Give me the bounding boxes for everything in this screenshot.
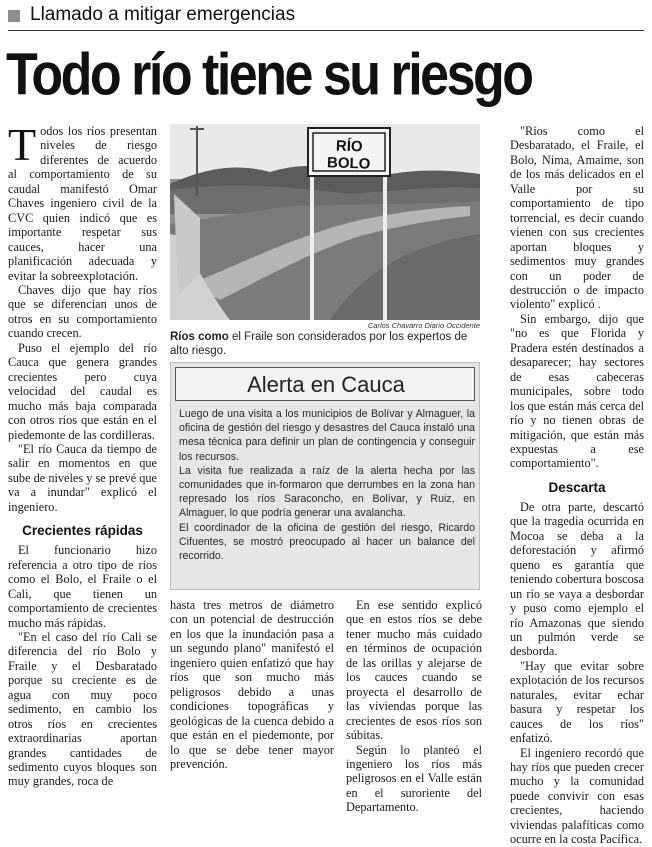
paragraph: "Hay que evitar sobre explotación de los recursos naturales, evitar echar basura y respetar los cauces de los ríos" enfatizó. — [510, 658, 644, 746]
paragraph: En ese sentido explicó que en estos ríos se debe tener mucho más cuidado en términos de ocupación de las orillas y alejarse de los cauces cuando se proyecta el desarrollo de las viviendas porque las crecientes de esos ríos son súbitas. — [346, 598, 482, 743]
lead-text: odos los ríos presentan niveles de riesgo diferentes de acuerdo al comportamiento de su caudal manifestó Omar Chaves ingeniero civil de la CVC quien indicó que es importante respetar sus cauces, hacer una planificación adecuada y evitar la sobreexplotación. — [8, 124, 157, 283]
river-photo — [170, 124, 480, 320]
column-4 — [510, 124, 644, 847]
paragraph: El funcionario hizo referencia a otro tipo de ríos como el Bolo, el Fraile o el Cali, que tienen un comportamiento de crecientes mucho más rápidas. — [8, 543, 157, 630]
kicker-text: Llamado a mitigar emergencias — [30, 4, 296, 25]
paragraph: Puso el ejemplo del río Cauca que genera grandes crecientes pero cuya velocidad del caudal es mucho más baja comparada con otros ríos que están en el piedemonte de las cordilleras. — [8, 340, 157, 442]
paragraph: "En el caso del río Cali se diferencia del río Bolo y Fraile y el Desbaratado porque su creciente es de agua con muy poco sedimento, en cambio los otros ríos en crecientes extraordinarias aportan grandes cantidades de sedimento cuyos bloques son muy grandes, roca de — [8, 629, 157, 789]
lead-paragraph — [8, 119, 157, 283]
column-3 — [346, 598, 482, 815]
paragraph: De otra parte, descartó que la tragedia ocurrida en Mocoa se deba a la deforestación y afirmó queno es garantía que teniendo cobertura boscosa un río se vaya a desbordar y puso como ejemplo el río Amazonas que siendo un pulmón verde se desborda. — [510, 499, 644, 659]
sidebar-title: Alerta en Cauca — [247, 372, 405, 397]
column-2 — [170, 598, 334, 771]
paragraph: El ingeniero recordó que hay ríos que pueden crecer mucho y la comunidad puede convivir con esas crecientes, haciendo viviendas palafíticas como ocurre en la costa Pacífica. — [510, 745, 644, 847]
sidebar-paragraph: La visita fue realizada a raíz de la alerta hecha por las comunidades que in-formaron que derrumbes en la zona han represado los ríos Saraconcho, en Bolívar, y Ruiz, en Almaguer, lo que podría generar una avalancha. — [179, 464, 475, 520]
subhead-descarta: Descarta — [548, 479, 606, 495]
paragraph: Según lo planteó el ingeniero los ríos más peligrosos en el Valle están en el suroriente del Departamento. — [346, 742, 482, 815]
square-bullet-icon — [8, 10, 20, 22]
sidebar-body — [179, 407, 475, 563]
headline: Todo río tiene su riesgo — [6, 42, 532, 109]
column-1 — [8, 119, 157, 789]
caption-bold: Ríos como — [170, 331, 229, 343]
section-header — [8, 4, 644, 30]
paragraph: "Ríos como el Desbaratado, el Fraile, el Bolo, Nima, Amaime, son de los más delicados en el Valle por su comportamiento de tipo torrencial, es decir cuando vienen con sus crecientes aportan bloques y sedimentos muy grandes con un poder de destrucción o de impacto violento" explicó . — [510, 124, 644, 312]
sidebar-paragraph: El coordinador de la oficina de gestión del riesgo, Ricardo Cifuentes, se mostró preocupado al hacer un balance del recorrido. — [179, 521, 475, 563]
paragraph: hasta tres metros de diámetro con un potencial de destrucción en los que la inundación pasa a un segundo plano" manifestó el ingeniero quien enfatizó que hay ríos que son mucho más peligrosos debido a unas condiciones topográficas y geológicas de la cuenca debido a que están en el piedemonte, por lo que se debe tener mayor prevención. — [170, 598, 334, 771]
subhead-crecientes: Crecientes rápidas — [22, 523, 143, 539]
sign-text: RÍO BOLO — [326, 137, 371, 173]
photo-caption — [170, 331, 480, 358]
header-rule — [8, 30, 644, 31]
paragraph: Chaves dijo que hay ríos que se diferencian unos de otros en su comportamiento cuando crecen. — [8, 282, 157, 341]
photo-credit: Carlos Chavarro Diario Occidente — [367, 321, 480, 330]
paragraph: Sin embargo, dijo que "no es que Florida y Pradera estén destinados a desaparecer; hay sectores de esas cabeceras municipales, sobre todo los que están más cerca del río y no tienen obras de mitigación, que están más expuestas a ese comportamiento". — [510, 311, 644, 471]
sidebar-title-box — [175, 367, 475, 401]
drop-cap: T — [8, 119, 37, 170]
sidebar-paragraph: Luego de una visita a los municipios de Bolívar y Almaguer, la oficina de gestión del riesgo y desastres del Cauca instaló una mesa técnica para definir un plan de contingencia y conseguir los recursos. — [179, 408, 475, 463]
alert-sidebar — [170, 362, 480, 590]
paragraph: "El río Cauca da tiempo de salir en momentos en que sube de niveles y se prevé que va a inundar" explicó el ingeniero. — [8, 441, 157, 514]
caption-text: el Fraile son considerados por los expertos de alto riesgo. — [170, 331, 468, 357]
